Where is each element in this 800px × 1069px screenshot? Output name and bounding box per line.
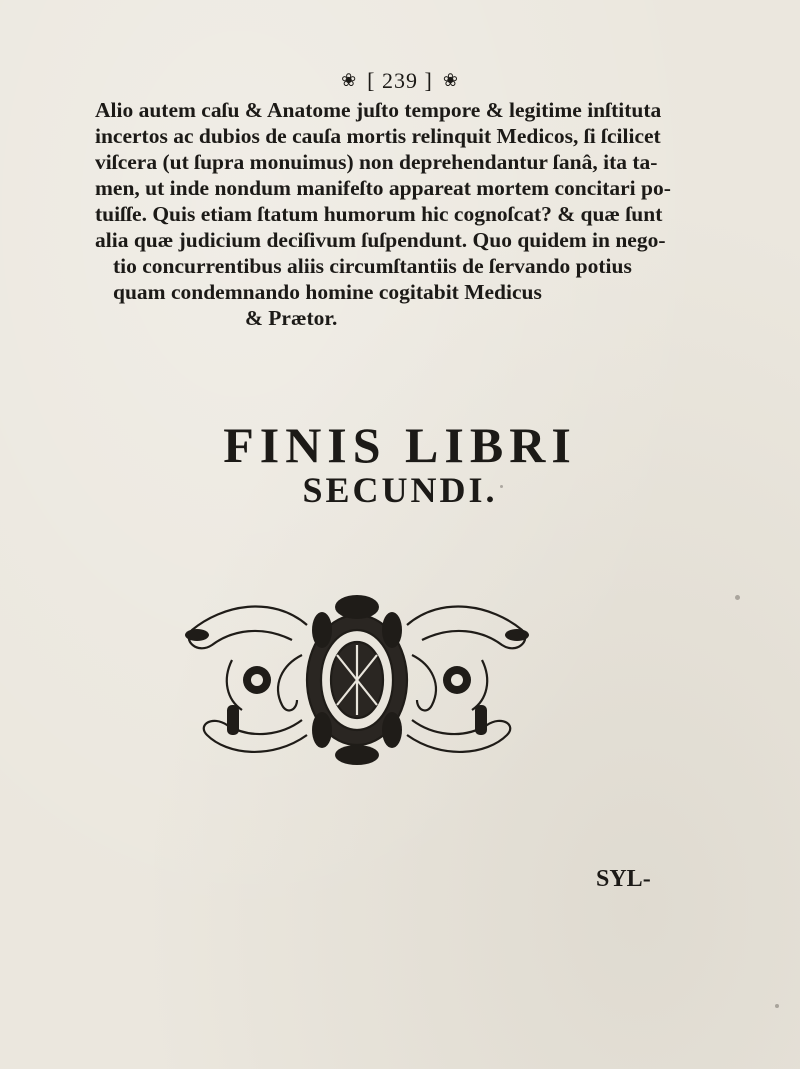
text-line: & Prætor. [245, 306, 338, 330]
text-line: viſcera (ut ſupra monuimus) non deprehendantur ſanâ, ita ta- [95, 150, 658, 174]
text-line: tio concurrentibus aliis circumſtantiis de ſervando potius [113, 254, 632, 278]
text-line: quam condemnando homine cogitabit Medicus [113, 280, 542, 304]
paper-speck [775, 1004, 779, 1008]
text-line: tuiſſe. Quis etiam ſtatum humorum hic cognoſcat? & quæ ſunt [95, 202, 663, 226]
text-line: Alio autem caſu & Anatome juſto tempore & legitime inſtituta [95, 98, 662, 122]
floral-tailpiece-icon [172, 585, 542, 770]
page-header [0, 68, 800, 94]
catchword: SYL- [596, 866, 651, 892]
text-line: alia quæ judicium deciſivum ſuſpendunt. Quo quidem in nego- [95, 228, 666, 252]
finis-title: FINIS LIBRI [223, 417, 577, 473]
page-number: [ 239 ] [367, 68, 433, 93]
text-line: incertos ac dubios de cauſa mortis relinquit Medicos, ſi ſcilicet [95, 124, 661, 148]
body-paragraph [95, 97, 735, 331]
paper-speck [500, 485, 503, 488]
paper-speck [735, 595, 740, 600]
finis-subtitle: SECUNDI. [302, 470, 498, 510]
fleuron-right-icon: ❀ [442, 70, 459, 90]
fleuron-left-icon: ❀ [341, 70, 358, 90]
text-line: men, ut inde nondum manifeſto appareat mortem concitari po- [95, 176, 671, 200]
